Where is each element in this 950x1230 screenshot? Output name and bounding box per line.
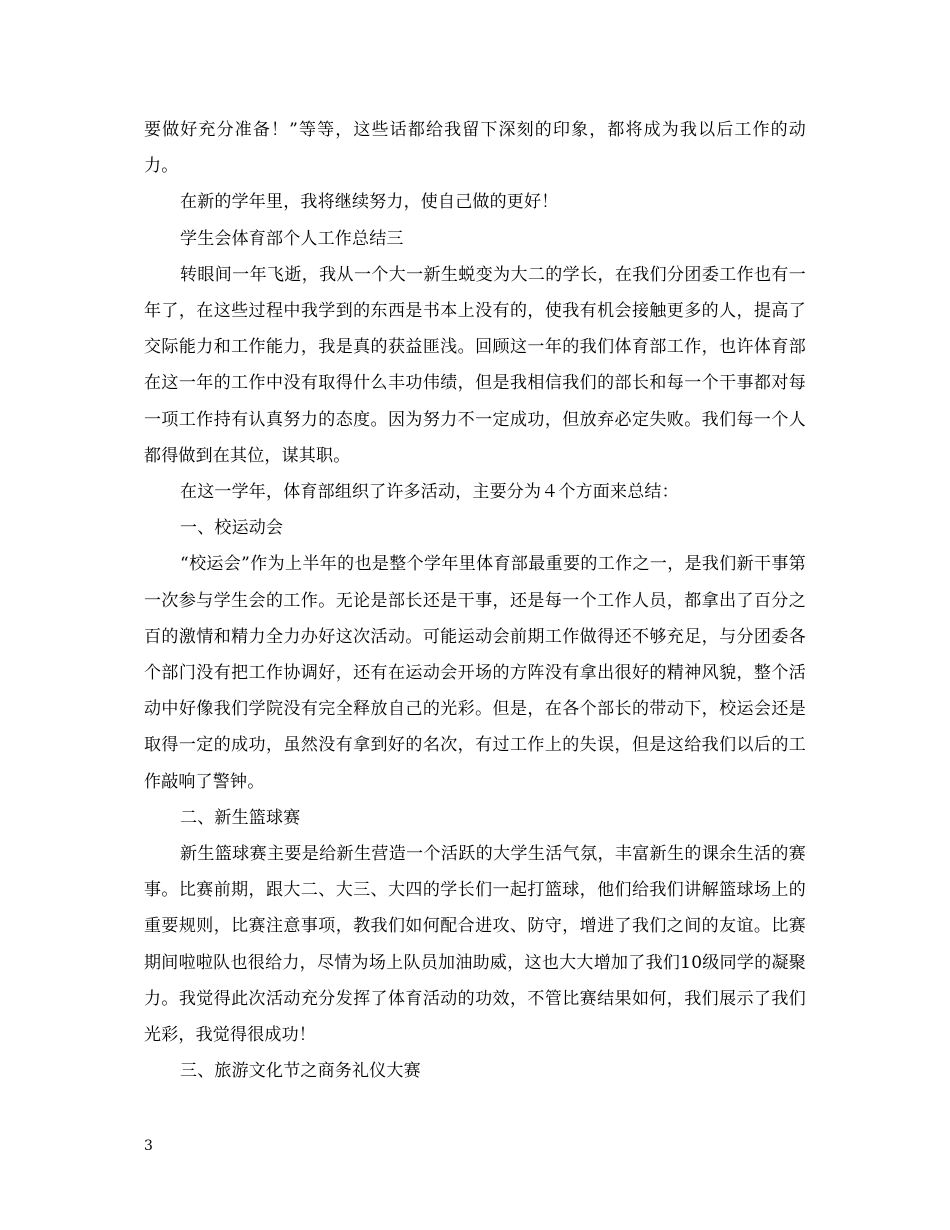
paragraph-continuation: 要做好充分准备！”等等，这些话都给我留下深刻的印象，都将成为我以后工作的动力。	[144, 120, 806, 177]
paragraph-intro: 转眼间一年飞逝，我从一个大一新生蜕变为大二的学长，在我们分团委工作也有一年了，在这些过程中我学到的东西是书本上没有的，使我有机会接触更多的人，提高了交际能力和工作能力，我是真的获益匪浅。回顾这一年的我们体育部工作，也许体育部在这一年的工作中没有取得什么丰功伟绩，但是我相信我们的部长和每一个干事都对每一项工作持有认真努力的态度。因为努力不一定成功，但放弃必定失败。我们每一个人都得做到在其位，谋其职。	[144, 264, 806, 466]
heading-etiquette-contest: 三、旅游文化节之商务礼仪大赛	[180, 1061, 421, 1082]
paragraph-basketball: 新生篮球赛主要是给新生营造一个活跃的大学生活气氛，丰富新生的课余生活的赛事。比赛前期，跟大二、大三、大四的学长们一起打篮球，他们给我们讲解篮球场上的重要规则，比赛注意事项，教我们如何配合进攻、防守，增进了我们之间的友谊。比赛期间啦啦队也很给力，尽情为场上队员加油助威，这也大大增加了我们10级同学的凝聚力。我觉得此次活动充分发挥了体育活动的功效，不管比赛结果如何，我们展示了我们光彩，我觉得很成功！	[144, 844, 806, 1046]
paragraph-overview: 在这一学年，体育部组织了许多活动，主要分为４个方面来总结：	[180, 482, 679, 503]
document-body	[144, 112, 806, 1089]
paragraph-sports-meet: “校运会”作为上半年的也是整个学年里体育部最重要的工作之一，是我们新干事第一次参与学生会的工作。无论是部长还是干事，还是每一个工作人员，都拿出了百分之百的激情和精力全力办好这次活动。可能运动会前期工作做得还不够充足，与分团委各个部门没有把工作协调好，还有在运动会开场的方阵没有拿出很好的精神风貌，整个活动中好像我们学院没有完全释放自己的光彩。但是，在各个部长的带动下，校运会还是取得一定的成功，虽然没有拿到好的名次，有过工作上的失误，但是这给我们以后的工作敲响了警钟。	[144, 554, 806, 792]
paragraph-new-year: 在新的学年里，我将继续努力，使自己做的更好！	[180, 192, 559, 213]
heading-basketball: 二、新生篮球赛	[180, 807, 301, 828]
page-number: 3	[144, 1138, 153, 1154]
section-title: 学生会体育部个人工作总结三	[180, 228, 404, 249]
heading-sports-meet: 一、校运动会	[180, 518, 284, 539]
